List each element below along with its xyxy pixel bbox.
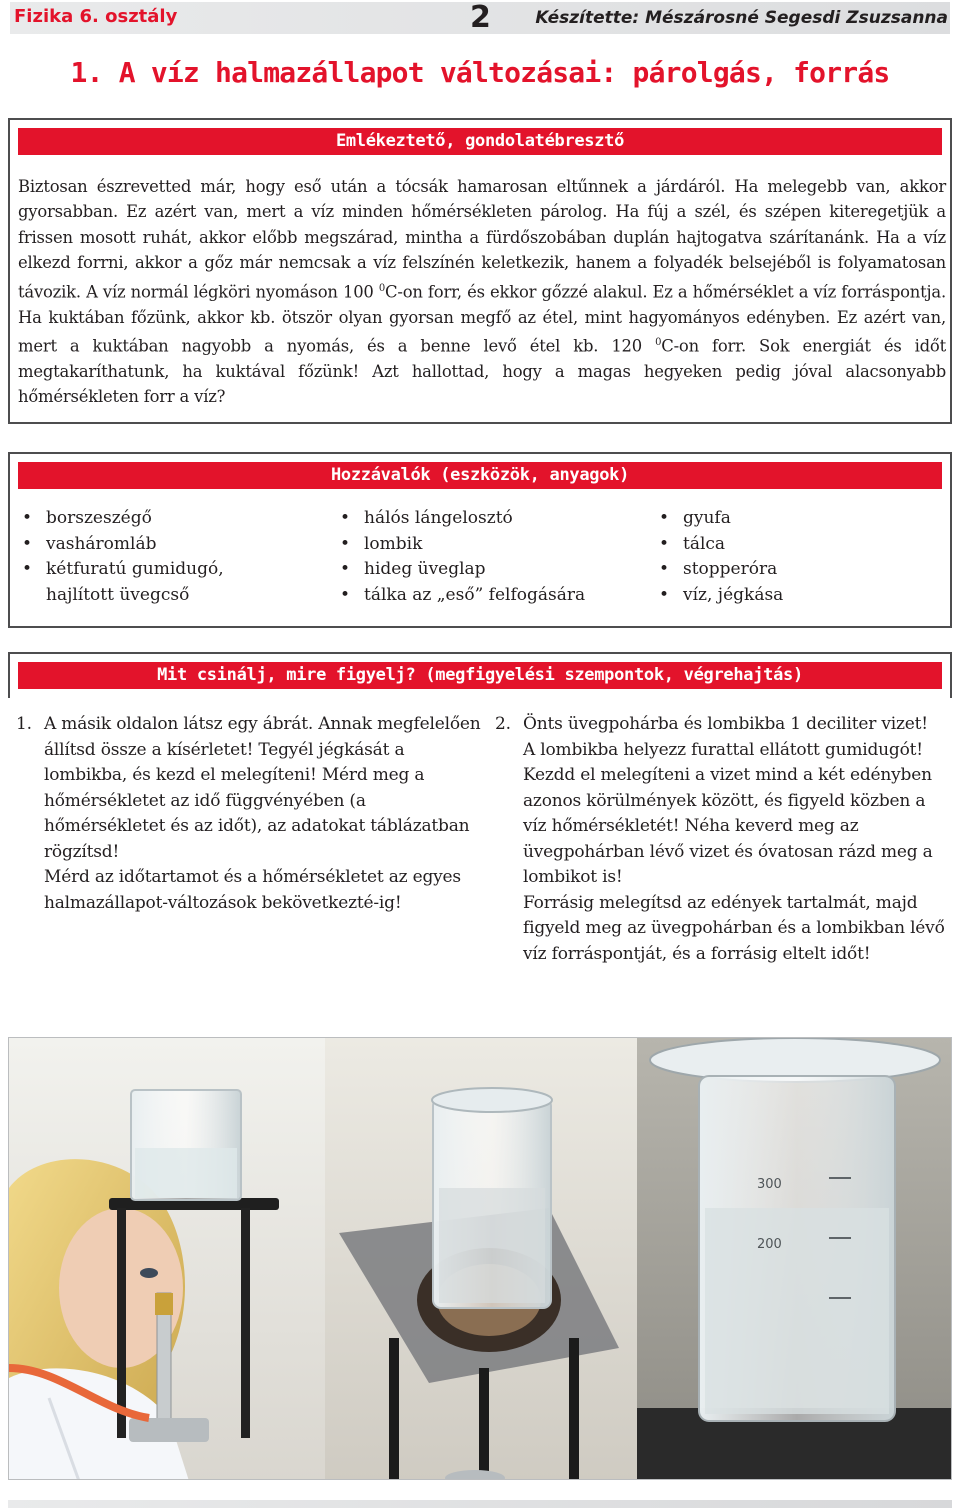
list-item: • stopperóra — [655, 557, 935, 583]
task-step-2 — [495, 712, 945, 967]
degree-sup-2: 0 — [655, 336, 662, 348]
photo-panel-middle — [325, 1038, 637, 1480]
materials-box — [8, 452, 952, 628]
step-text: Forrásig melegítsd az edények tartalmát, majd figyeld meg az üvegpohárban és a lombikban lévő víz forráspontját, és a forrásig eltelt időt! — [523, 892, 945, 964]
photo-illustration — [9, 1038, 952, 1480]
step-text: Önts üvegpohárba és lombikba 1 deciliter vizet! A lombikba helyezz furattal ellátott gumidugót! Kezdd el melegíteni a vizet mind a két edényben azonos körülmények között, és figyeld közben a víz hőmérsékletét! Néha keverd meg az üvegpohárban lévő vizet és óvatosan rázd meg a lombikot is! — [523, 714, 933, 887]
list-item: • tálca — [655, 532, 935, 558]
list-item: • kétfuratú gumidugó, hajlított üvegcső — [18, 557, 318, 608]
photo-panel-right — [637, 1038, 952, 1480]
materials-column-3 — [655, 506, 935, 608]
footer-bar — [8, 1500, 952, 1508]
list-item: • vasháromláb — [18, 532, 318, 558]
reminder-text — [18, 174, 946, 410]
materials-column-1 — [18, 506, 318, 608]
reminder-box — [8, 118, 952, 424]
list-item: • tálka az „eső” felfogására — [336, 583, 636, 609]
reminder-heading: Emlékeztető, gondolatébresztő — [18, 128, 942, 155]
list-item: • borszeszégő — [18, 506, 318, 532]
page-title: 1. A víz halmazállapot változásai: párolgás, forrás — [70, 56, 890, 89]
subject-label: Fizika 6. osztály — [14, 6, 178, 27]
beaker-mark-300: 300 — [757, 1177, 782, 1192]
experiment-photo — [8, 1037, 952, 1480]
list-item: • gyufa — [655, 506, 935, 532]
list-item: • lombik — [336, 532, 636, 558]
list-item: • hálós lángelosztó — [336, 506, 636, 532]
reminder-text-part-2: C-on forr, és ekkor gőzzé alakul. Ez a hőmérséklet a víz forráspontja. Ha kuktában főzünk, akkor kb. ötször olyan gyorsan megfő az étel, mint hagyományos edényben. Ez azért van, mert a kuktában nagyobb a nyomás, és a benne levő étel kb. 120 — [18, 282, 946, 356]
author-label: Készítette: Mészárosné Segesdi Zsuzsanna — [535, 8, 948, 28]
reminder-text-part-3: C-on forr. Sok energiát és időt megtakaríthatunk, ha kuktával főzünk! Azt hallottad, hogy a magas hegyeken pedig jóval alacsonyabb hőmérsékleten forr a víz? — [18, 336, 946, 407]
photo-panel-left — [9, 1038, 325, 1480]
step-number: 1. — [16, 714, 32, 734]
task-step-1 — [16, 712, 486, 916]
step-number: 2. — [495, 714, 511, 734]
beaker-mark-200: 200 — [757, 1237, 782, 1252]
list-item: • hideg üveglap — [336, 557, 636, 583]
degree-sup-1: 0 — [378, 282, 386, 294]
page-header — [0, 0, 960, 36]
tasks-heading: Mit csinálj, mire figyelj? (megfigyelési szempontok, végrehajtás) — [18, 662, 942, 689]
materials-heading: Hozzávalók (eszközök, anyagok) — [18, 462, 942, 489]
step-text: A másik oldalon látsz egy ábrát. Annak megfelelően állítsd össze a kísérletet! Tegyél jégkását a lombikba, és kezd el melegíteni! Mérd meg a hőmérsékletet az idő függvényében (a hőmérsékletet és az időt), az adatokat táblázatban rögzítsd! — [44, 714, 481, 862]
materials-column-2 — [336, 506, 636, 608]
reminder-text-part-1: Biztosan észrevetted már, hogy eső után a tócsák hamarosan eltűnnek a járdáról. Ha melegebb van, akkor gyorsabban. Ez azért van, mert a víz minden hőmérsékleten párolog. Ha fúj a szél, és szépen kiteregetjük a frissen mosott ruhát, akkor előbb megszárad, mintha a fürdőszobában duplán hajtogatva szárítanánk. Ha a víz elkezd forrni, akkor a gőz már nemcsak a víz felszínén keletkezik, hanem a folyadék belsejéből is folyamatosan távozik. A víz normál légköri nyomáson 100 — [18, 177, 946, 302]
page-number: 2 — [470, 0, 491, 35]
list-item: • víz, jégkása — [655, 583, 935, 609]
tasks-box — [8, 652, 952, 698]
step-text: Mérd az időtartamot és a hőmérsékletet az egyes halmazállapot-változások bekövetkezté-ig! — [44, 867, 461, 913]
